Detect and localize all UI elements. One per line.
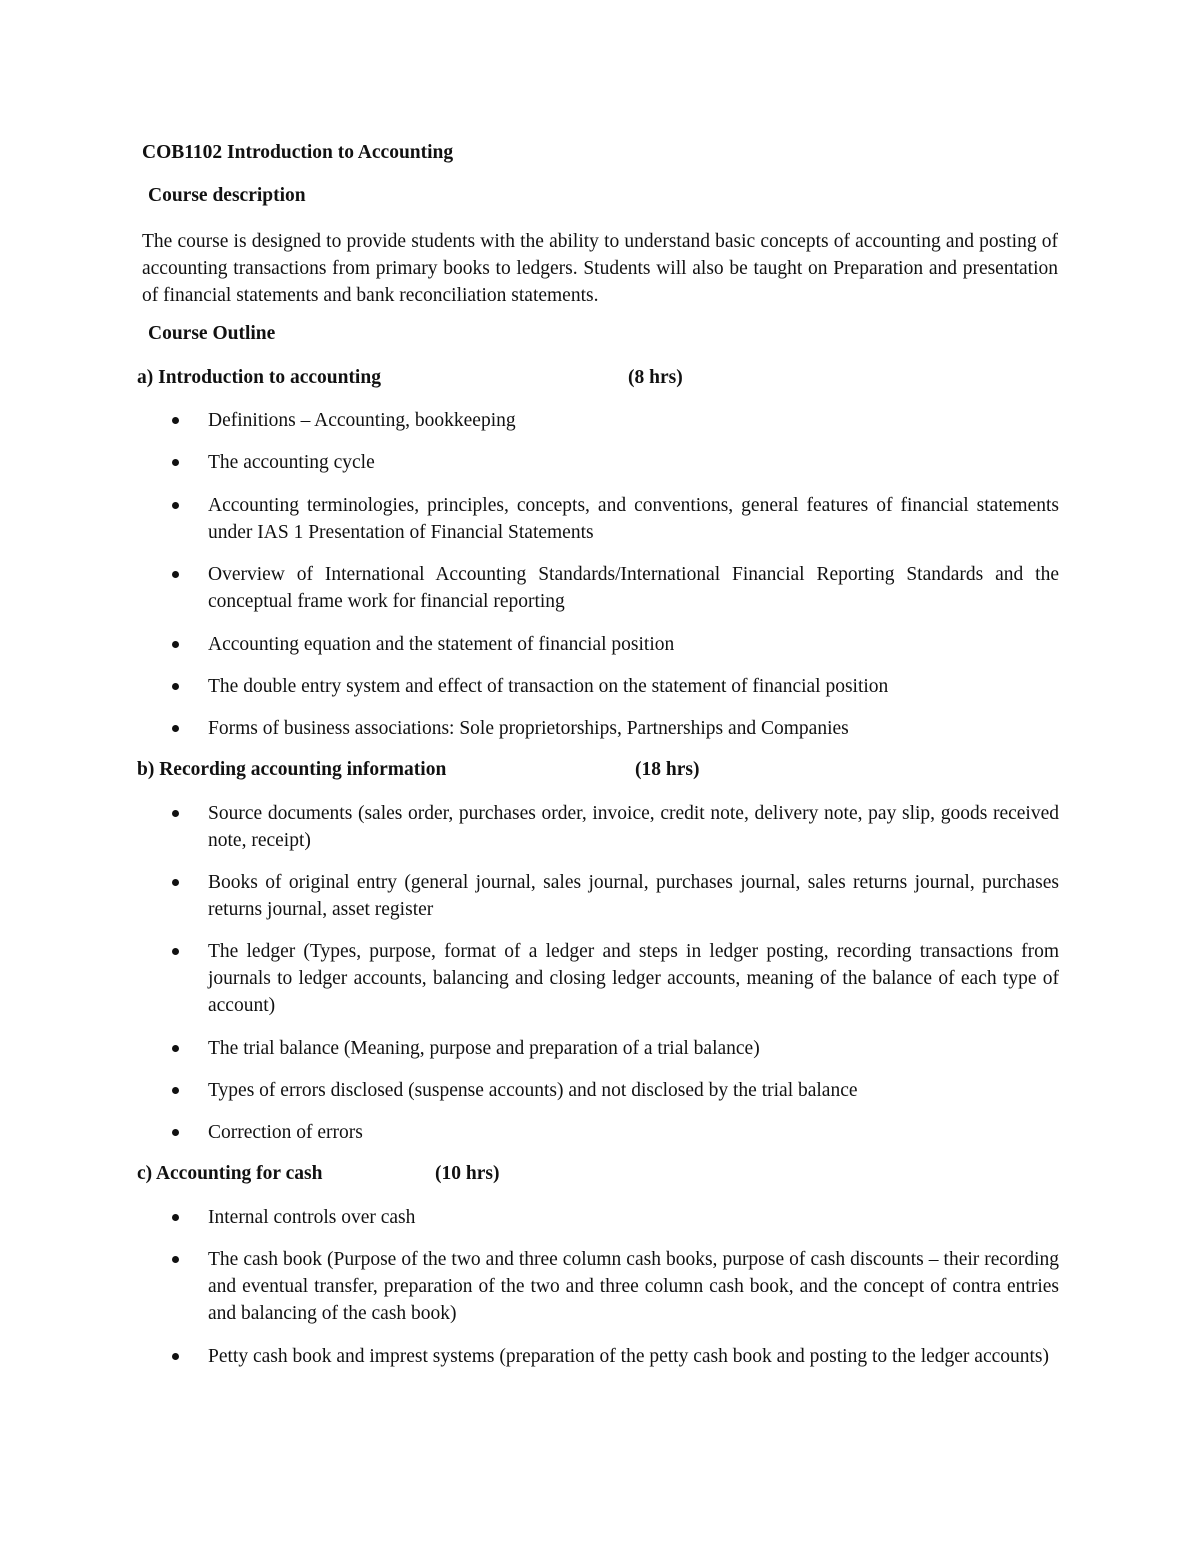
list-item-text: Books of original entry (general journal, sales journal, purchases journal, sales returns journal, purchases returns journal, asset register — [208, 872, 1059, 920]
list-item-text: Source documents (sales order, purchases order, invoice, credit note, delivery note, pay slip, goods received note, receipt) — [208, 803, 1059, 851]
section-hours: (8 hrs) — [628, 367, 683, 388]
section-title: b) Recording accounting information — [137, 759, 447, 780]
list-item — [172, 869, 1059, 923]
bullet-icon — [172, 725, 179, 732]
section-hours: (18 hrs) — [635, 759, 700, 780]
bullet-icon — [172, 1129, 179, 1136]
list-item — [172, 1343, 1059, 1370]
bullet-icon — [172, 948, 179, 955]
bullet-icon — [172, 571, 179, 578]
section-title: a) Introduction to accounting — [137, 367, 381, 388]
list-item-text: The cash book (Purpose of the two and three column cash books, purpose of cash discounts – their recording and eventual transfer, preparation of the two and three column cash book, and the concept of contra entries and balancing of the cash book) — [208, 1249, 1059, 1324]
list-item-text: Definitions – Accounting, bookkeeping — [208, 410, 516, 431]
list-item — [172, 800, 1059, 854]
bullet-icon — [172, 459, 179, 466]
list-item-text: Forms of business associations: Sole proprietorships, Partnerships and Companies — [208, 718, 849, 739]
bullet-icon — [172, 1214, 179, 1221]
list-item — [172, 1077, 1059, 1104]
bullet-icon — [172, 1353, 179, 1360]
bullet-icon — [172, 1256, 179, 1263]
bullet-icon — [172, 502, 179, 509]
list-item — [172, 715, 1059, 742]
course-description-text: The course is designed to provide students with the ability to understand basic concepts of accounting and posting of accounting transactions from primary books to ledgers. Students will also be taught on Preparation and presentation of financial statements and bank reconciliation statements. — [142, 231, 1058, 306]
list-item-text: Petty cash book and imprest systems (preparation of the petty cash book and posting to the ledger accounts) — [208, 1346, 1050, 1367]
list-item — [172, 673, 1059, 700]
list-item — [172, 561, 1059, 615]
list-item — [172, 631, 1059, 658]
bullet-icon — [172, 1045, 179, 1052]
bullet-icon — [172, 683, 179, 690]
list-item-text: Types of errors disclosed (suspense accounts) and not disclosed by the trial balance — [208, 1080, 858, 1101]
list-item — [172, 1204, 1059, 1231]
list-item-text: Correction of errors — [208, 1122, 363, 1143]
list-item-text: Overview of International Accounting Standards/International Financial Reporting Standards and the conceptual frame work for financial reporting — [208, 564, 1059, 612]
list-item-text: Accounting terminologies, principles, concepts, and conventions, general features of financial statements under IAS 1 Presentation of Financial Statements — [208, 495, 1059, 543]
section-title: c) Accounting for cash — [137, 1163, 323, 1184]
bullet-icon — [172, 1087, 179, 1094]
list-item-text: The trial balance (Meaning, purpose and preparation of a trial balance) — [208, 1038, 760, 1059]
course-description-heading: Course description — [148, 185, 306, 206]
list-item — [172, 449, 1059, 476]
bullet-icon — [172, 879, 179, 886]
list-item — [172, 407, 1059, 434]
bullet-icon — [172, 417, 179, 424]
list-item — [172, 938, 1059, 1019]
list-item — [172, 1035, 1059, 1062]
course-outline-heading: Course Outline — [148, 323, 276, 344]
list-item-text: The accounting cycle — [208, 452, 375, 473]
list-item — [172, 1246, 1059, 1327]
list-item — [172, 1119, 1059, 1146]
list-item-text: Internal controls over cash — [208, 1207, 416, 1228]
list-item-text: The double entry system and effect of transaction on the statement of financial position — [208, 676, 889, 697]
list-item-text: Accounting equation and the statement of financial position — [208, 634, 675, 655]
list-item — [172, 492, 1059, 546]
list-item-text: The ledger (Types, purpose, format of a ledger and steps in ledger posting, recording transactions from journals to ledger accounts, balancing and closing ledger accounts, meaning of the balance of each type of account) — [208, 941, 1059, 1016]
bullet-icon — [172, 641, 179, 648]
course-title: COB1102 Introduction to Accounting — [142, 142, 454, 163]
bullet-icon — [172, 810, 179, 817]
section-hours: (10 hrs) — [435, 1163, 500, 1184]
